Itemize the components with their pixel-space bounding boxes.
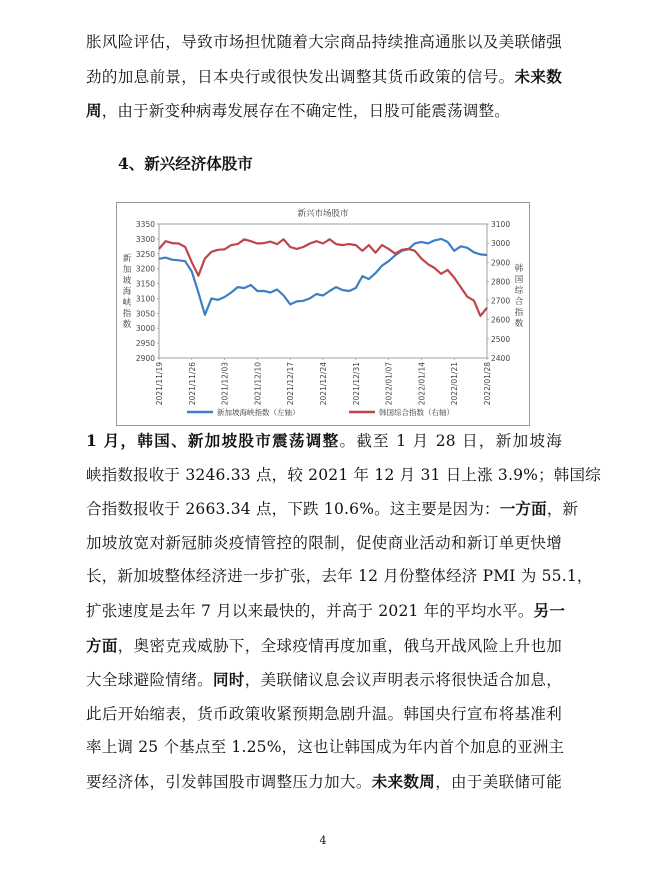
x-tick-label: 2022/01/14 <box>417 362 427 406</box>
text-run: 劲的加息前景，日本央行或很快发出调整其货币政策的信号。 <box>86 67 515 86</box>
text-run: 扩张速度是去年 7 月以来最快的，并高于 2021 年的平均水平。 <box>86 601 534 620</box>
x-tick-label: 2022/01/28 <box>483 362 492 406</box>
right-tick-label: 3000 <box>491 239 511 249</box>
bottom-paragraph-line <box>86 731 565 765</box>
left-tick-label: 3100 <box>135 294 155 304</box>
bold-text: 另一 <box>533 600 566 620</box>
bold-text: 未来数 <box>514 66 562 86</box>
text-run: 合指数报收于 2663.34 点，下跌 10.6%。这主要是因为： <box>86 500 500 519</box>
x-tick-label: 2022/01/21 <box>450 362 460 406</box>
page-number: 4 <box>319 834 327 847</box>
left-tick-label: 3250 <box>135 249 155 259</box>
x-tick-label: 2021/12/17 <box>286 362 296 406</box>
left-tick-label: 2950 <box>135 339 155 349</box>
text-run: ，由于新变种病毒发展存在不确定性，日股可能震荡调整。 <box>101 102 510 121</box>
text-run: 大全球避险情绪。 <box>86 671 213 690</box>
right-tick-label: 2700 <box>491 296 511 306</box>
left-tick-label: 3000 <box>135 324 155 334</box>
right-tick-label: 3100 <box>491 220 511 229</box>
right-tick-label: 2800 <box>491 277 511 287</box>
bottom-paragraph-line <box>86 698 562 732</box>
top-paragraph <box>86 26 562 129</box>
right-tick-label: 2900 <box>491 258 511 268</box>
x-tick-label: 2021/11/26 <box>187 362 197 406</box>
text-run: 要经济体，引发韩国股市调整压力加大。 <box>86 772 372 791</box>
left-tick-label: 3350 <box>135 220 155 229</box>
bottom-paragraph-line <box>86 765 562 800</box>
bottom-paragraph-line <box>86 629 562 664</box>
left-tick-label: 2900 <box>135 354 155 363</box>
text-run: 加坡放宽对新冠肺炎疫情管控的限制，促使商业活动和新订单更快增 <box>86 533 562 552</box>
text-run: 。截至 1 月 28 日，新加坡海 <box>339 432 562 450</box>
bold-text: 方面 <box>86 635 118 655</box>
chart-title: 新兴市场股市 <box>297 209 349 219</box>
bottom-paragraph-line <box>86 527 562 561</box>
legend-label: 新加坡海峡指数（左轴） <box>217 408 300 417</box>
left-tick-label: 3150 <box>135 279 155 289</box>
chart-svg <box>117 203 529 425</box>
x-tick-label: 2022/01/07 <box>384 362 394 406</box>
series-line-0 <box>159 239 487 315</box>
section-title: 4、新兴经济体股市 <box>118 154 253 173</box>
text-run: ，新 <box>546 500 579 519</box>
bottom-paragraph-line <box>86 663 562 698</box>
bottom-paragraph-line <box>86 560 593 594</box>
x-tick-label: 2021/12/10 <box>253 362 263 406</box>
bold-text: 同时 <box>212 670 245 690</box>
left-axis-label: 新加坡海峡指数 <box>122 254 132 330</box>
x-tick-label: 2021/12/24 <box>319 362 328 406</box>
bold-text: 未来数周 <box>371 771 436 791</box>
bold-text: 1 月，韩国、新加坡股市震荡调整 <box>86 431 340 450</box>
bold-text: 周 <box>86 101 102 121</box>
top-paragraph-line <box>86 60 562 95</box>
right-axis-label: 韩国综合指数 <box>514 264 524 329</box>
left-tick-label: 3300 <box>135 234 155 244</box>
right-tick-label: 2600 <box>491 315 511 325</box>
x-tick-label: 2021/12/03 <box>220 362 230 406</box>
left-tick-label: 3200 <box>135 264 155 274</box>
text-run: ，由于美联储可能 <box>435 772 562 791</box>
x-tick-label: 2021/12/31 <box>351 362 361 406</box>
top-paragraph-line <box>86 94 562 129</box>
x-tick-label: 2021/11/19 <box>155 362 164 406</box>
text-run: 峡指数报收于 3246.33 点，较 2021 年 12 月 31 日上涨 3.9%；韩国综 <box>86 465 601 484</box>
right-tick-label: 2500 <box>491 334 511 344</box>
bottom-paragraph <box>86 424 601 800</box>
text-run: 率上调 25 个基点至 1.25%，这也让韩国成为年内首个加息的亚洲主 <box>86 738 565 757</box>
top-paragraph-line <box>86 26 562 60</box>
emerging-market-chart <box>116 202 530 426</box>
bold-text: 一方面 <box>499 499 547 519</box>
bottom-paragraph-line <box>86 459 601 493</box>
text-run: 长，新加坡整体经济进一步扩张，去年 12 月份整体经济 PMI 为 55.1， <box>86 567 593 586</box>
text-run: ，美联储议息会议声明表示将很快适合加息， <box>244 671 562 690</box>
right-tick-label: 2400 <box>491 354 511 363</box>
bottom-paragraph-line <box>86 424 562 459</box>
text-run: 此后开始缩表，货币政策收紧预期急剧升温。韩国央行宣布将基准利 <box>86 704 562 723</box>
bottom-paragraph-line <box>86 594 566 629</box>
text-run: ，奥密克戎威胁下，全球疫情再度加重，俄乌开战风险上升也加 <box>117 636 562 655</box>
left-tick-label: 3050 <box>135 309 155 319</box>
bottom-paragraph-line <box>86 492 579 527</box>
text-run: 胀风险评估，导致市场担忧随着大宗商品持续推高通胀以及美联储强 <box>86 33 562 51</box>
legend-label: 韩国综合指数（右轴） <box>379 408 454 417</box>
